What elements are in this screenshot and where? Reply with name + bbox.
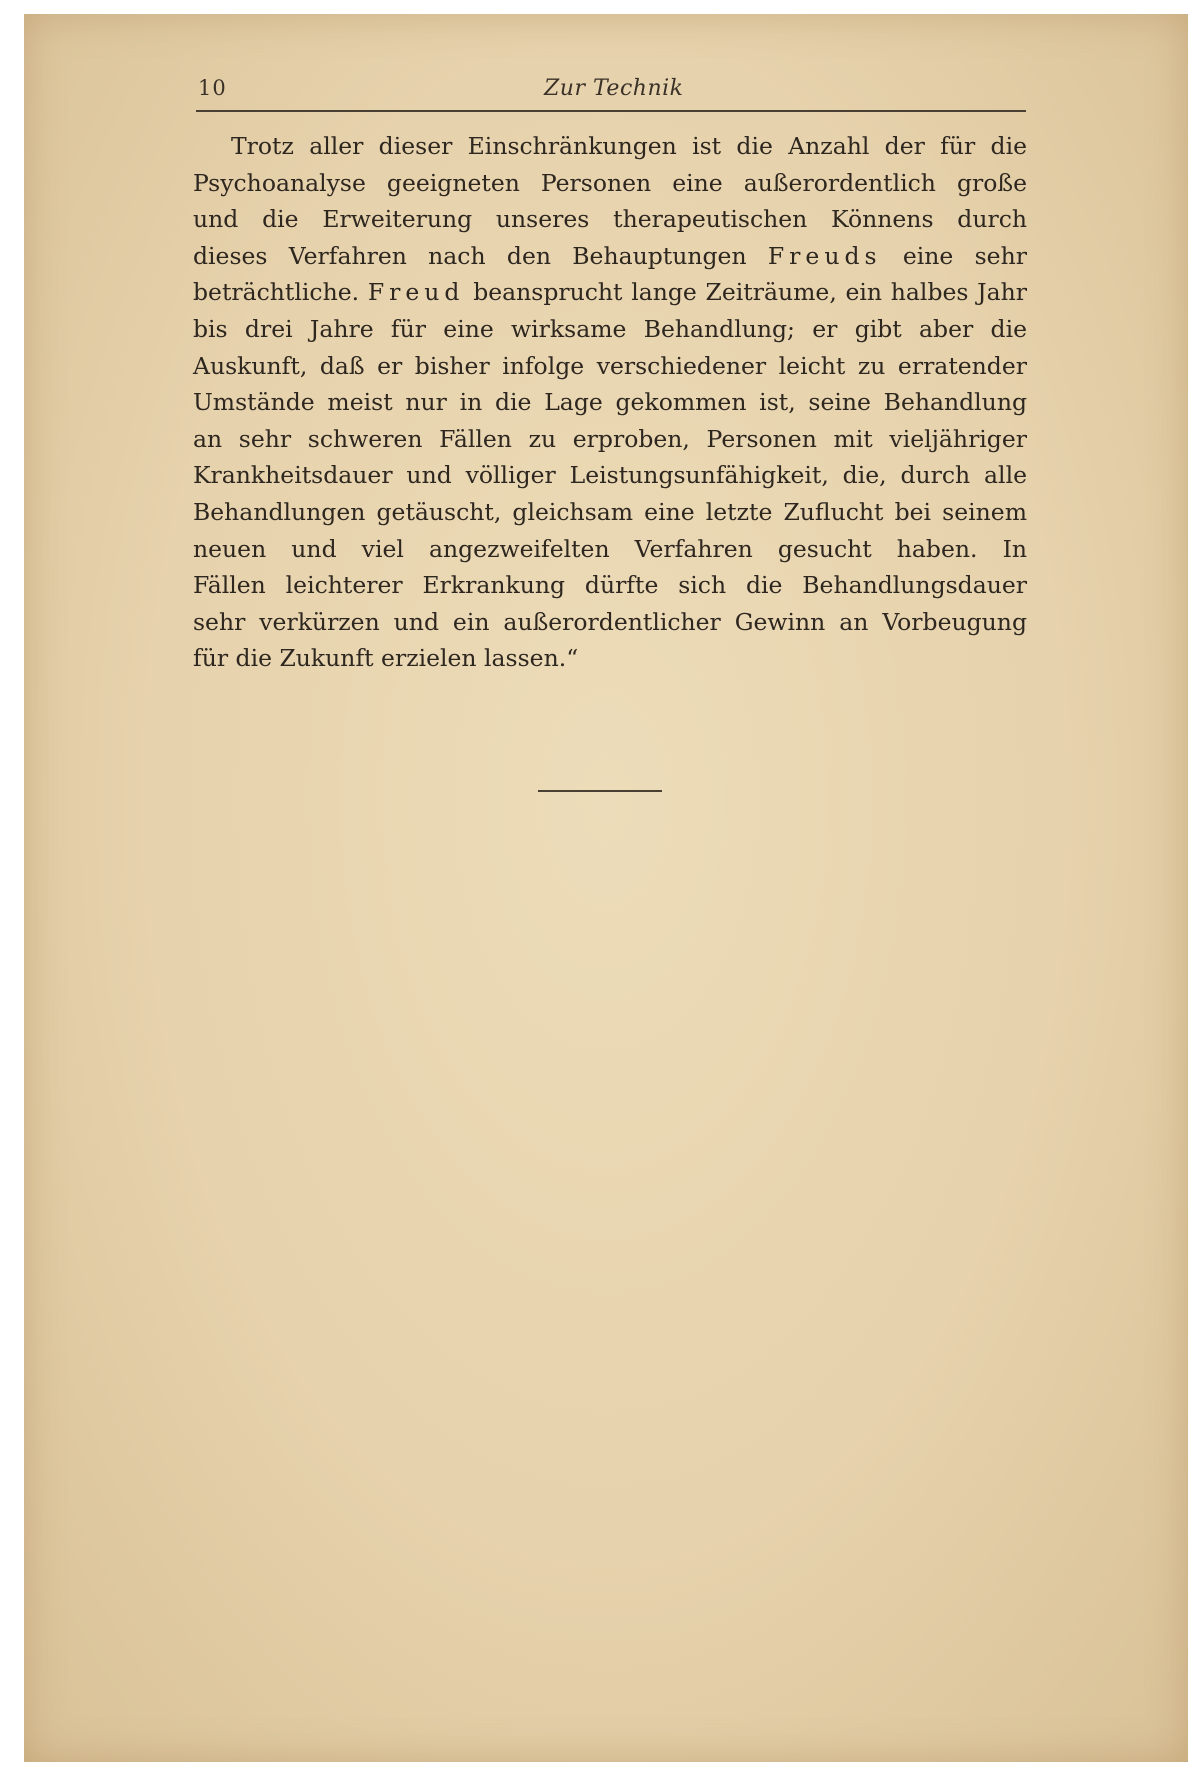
text-line: Krankheitsdauer und völliger Leistungsunfähigkeit, die, durch alle — [193, 461, 1027, 490]
text-line: für die Zukunft erzielen lassen.“ — [193, 644, 579, 673]
text-line: dieses Verfahren nach den Behauptungen Freuds eine sehr — [193, 241, 1027, 270]
author-name-spaced: Freuds — [767, 241, 882, 270]
section-end-rule — [538, 790, 662, 792]
body-paragraph — [193, 128, 1027, 677]
text-line: und die Erweiterung unseres therapeutischen Könnens durch — [193, 205, 1027, 234]
running-title: Zur Technik — [544, 76, 684, 101]
text-line: sehr verkürzen und ein außerordentlicher Gewinn an Vorbeugung — [193, 607, 1027, 636]
text-line: Behandlungen getäuscht, gleichsam eine letzte Zuflucht bei seinem — [193, 497, 1027, 526]
text-line: neuen und viel angezweifelten Verfahren gesucht haben. In — [193, 534, 1027, 563]
text-line: Fällen leichterer Erkrankung dürfte sich die Behandlungsdauer — [193, 571, 1027, 600]
text-line: Umstände meist nur in die Lage gekommen ist, seine Behandlung — [193, 388, 1027, 417]
text-line: Auskunft, daß er bisher infolge verschiedener leicht zu erratender — [193, 351, 1027, 380]
page-number: 10 — [198, 76, 227, 100]
text-line: Psychoanalyse geeigneten Personen eine außerordentlich große — [193, 168, 1027, 197]
page-header — [194, 76, 1028, 108]
text-line: an sehr schweren Fällen zu erproben, Personen mit vieljähriger — [193, 424, 1027, 453]
author-name-spaced: Freud — [367, 278, 465, 307]
header-rule — [196, 110, 1026, 112]
text-line: bis drei Jahre für eine wirksame Behandlung; er gibt aber die — [193, 314, 1027, 343]
text-line: Trotz aller dieser Einschränkungen ist die Anzahl der für die — [231, 132, 1027, 160]
text-line: beträchtliche. Freud beansprucht lange Zeiträume, ein halbes Jahr — [193, 278, 1027, 307]
